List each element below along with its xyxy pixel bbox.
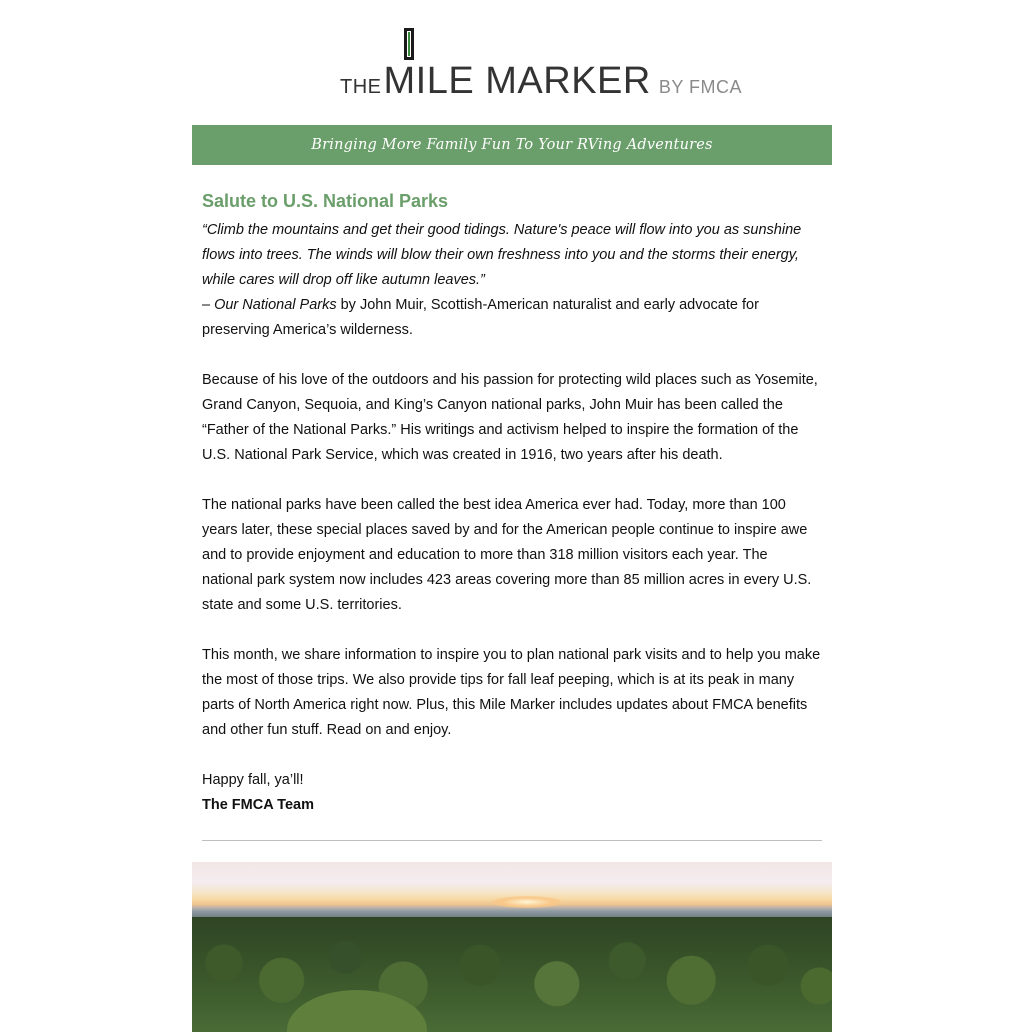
- attribution-prefix: –: [202, 297, 215, 313]
- signature: The FMCA Team: [202, 797, 314, 813]
- tagline-banner: [192, 125, 832, 165]
- closing-line: Happy fall, ya’ll!: [202, 772, 304, 788]
- email-container: [192, 0, 832, 1032]
- spacer: [202, 343, 822, 368]
- article-title: Salute to U.S. National Parks: [202, 191, 449, 211]
- spacer: [202, 743, 822, 768]
- attribution-book-title: Our National Parks: [214, 297, 337, 313]
- logo-wordmark: [340, 62, 742, 100]
- logo-the: THE: [340, 76, 382, 98]
- sunset-forest-photo[interactable]: [192, 862, 832, 1032]
- banner-tagline: Bringing More Family Fun To Your RVing Adventures: [311, 137, 713, 153]
- mile-marker-logo[interactable]: [192, 0, 832, 125]
- logo-main: MILE MARKER: [383, 60, 651, 102]
- paragraph-this-month: This month, we share information to inspire you to plan national park visits and to help you make the most of those trips. We also provide tips for fall leaf peeping, which is at its peak in many parts of North America right now. Plus, this Mile Marker includes updates about FMCA benefits and other fun stuff. Read on and enjoy.: [202, 647, 821, 738]
- forest-canopy: [192, 917, 832, 1032]
- section-divider: [202, 840, 822, 841]
- paragraph-muir: Because of his love of the outdoors and his passion for protecting wild places such as Yosemite, Grand Canyon, Sequoia, and King’s Canyon national parks, John Muir has been called the “Father of the National Parks.” His writings and activism helped to inspire the formation of the U.S. National Park Service, which was created in 1916, two years after his death.: [202, 372, 818, 463]
- spacer: [202, 618, 822, 643]
- paragraph-national-parks: The national parks have been called the best idea America ever had. Today, more than 100 years later, these special places saved by and for the American people continue to inspire awe and to provide enjoyment and education to more than 318 million visitors each year. The national park system now includes 423 areas covering more than 85 million acres in every U.S. state and some U.S. territories.: [202, 497, 812, 613]
- mile-marker-post-icon: [404, 28, 414, 60]
- article: [192, 165, 832, 818]
- spacer: [202, 468, 822, 493]
- sunset-glow: [492, 896, 562, 908]
- logo-by-fmca: BY FMCA: [658, 77, 743, 97]
- quote-attribution: [202, 293, 822, 343]
- attribution-rest: by John Muir, Scottish-American naturalist and early advocate for preserving America’s wilderness.: [202, 297, 759, 338]
- muir-quote: “Climb the mountains and get their good tidings. Nature's peace will flow into you as sunshine flows into trees. The winds will blow their own freshness into you and the storms their energy, while cares will drop off like autumn leaves.”: [202, 222, 802, 288]
